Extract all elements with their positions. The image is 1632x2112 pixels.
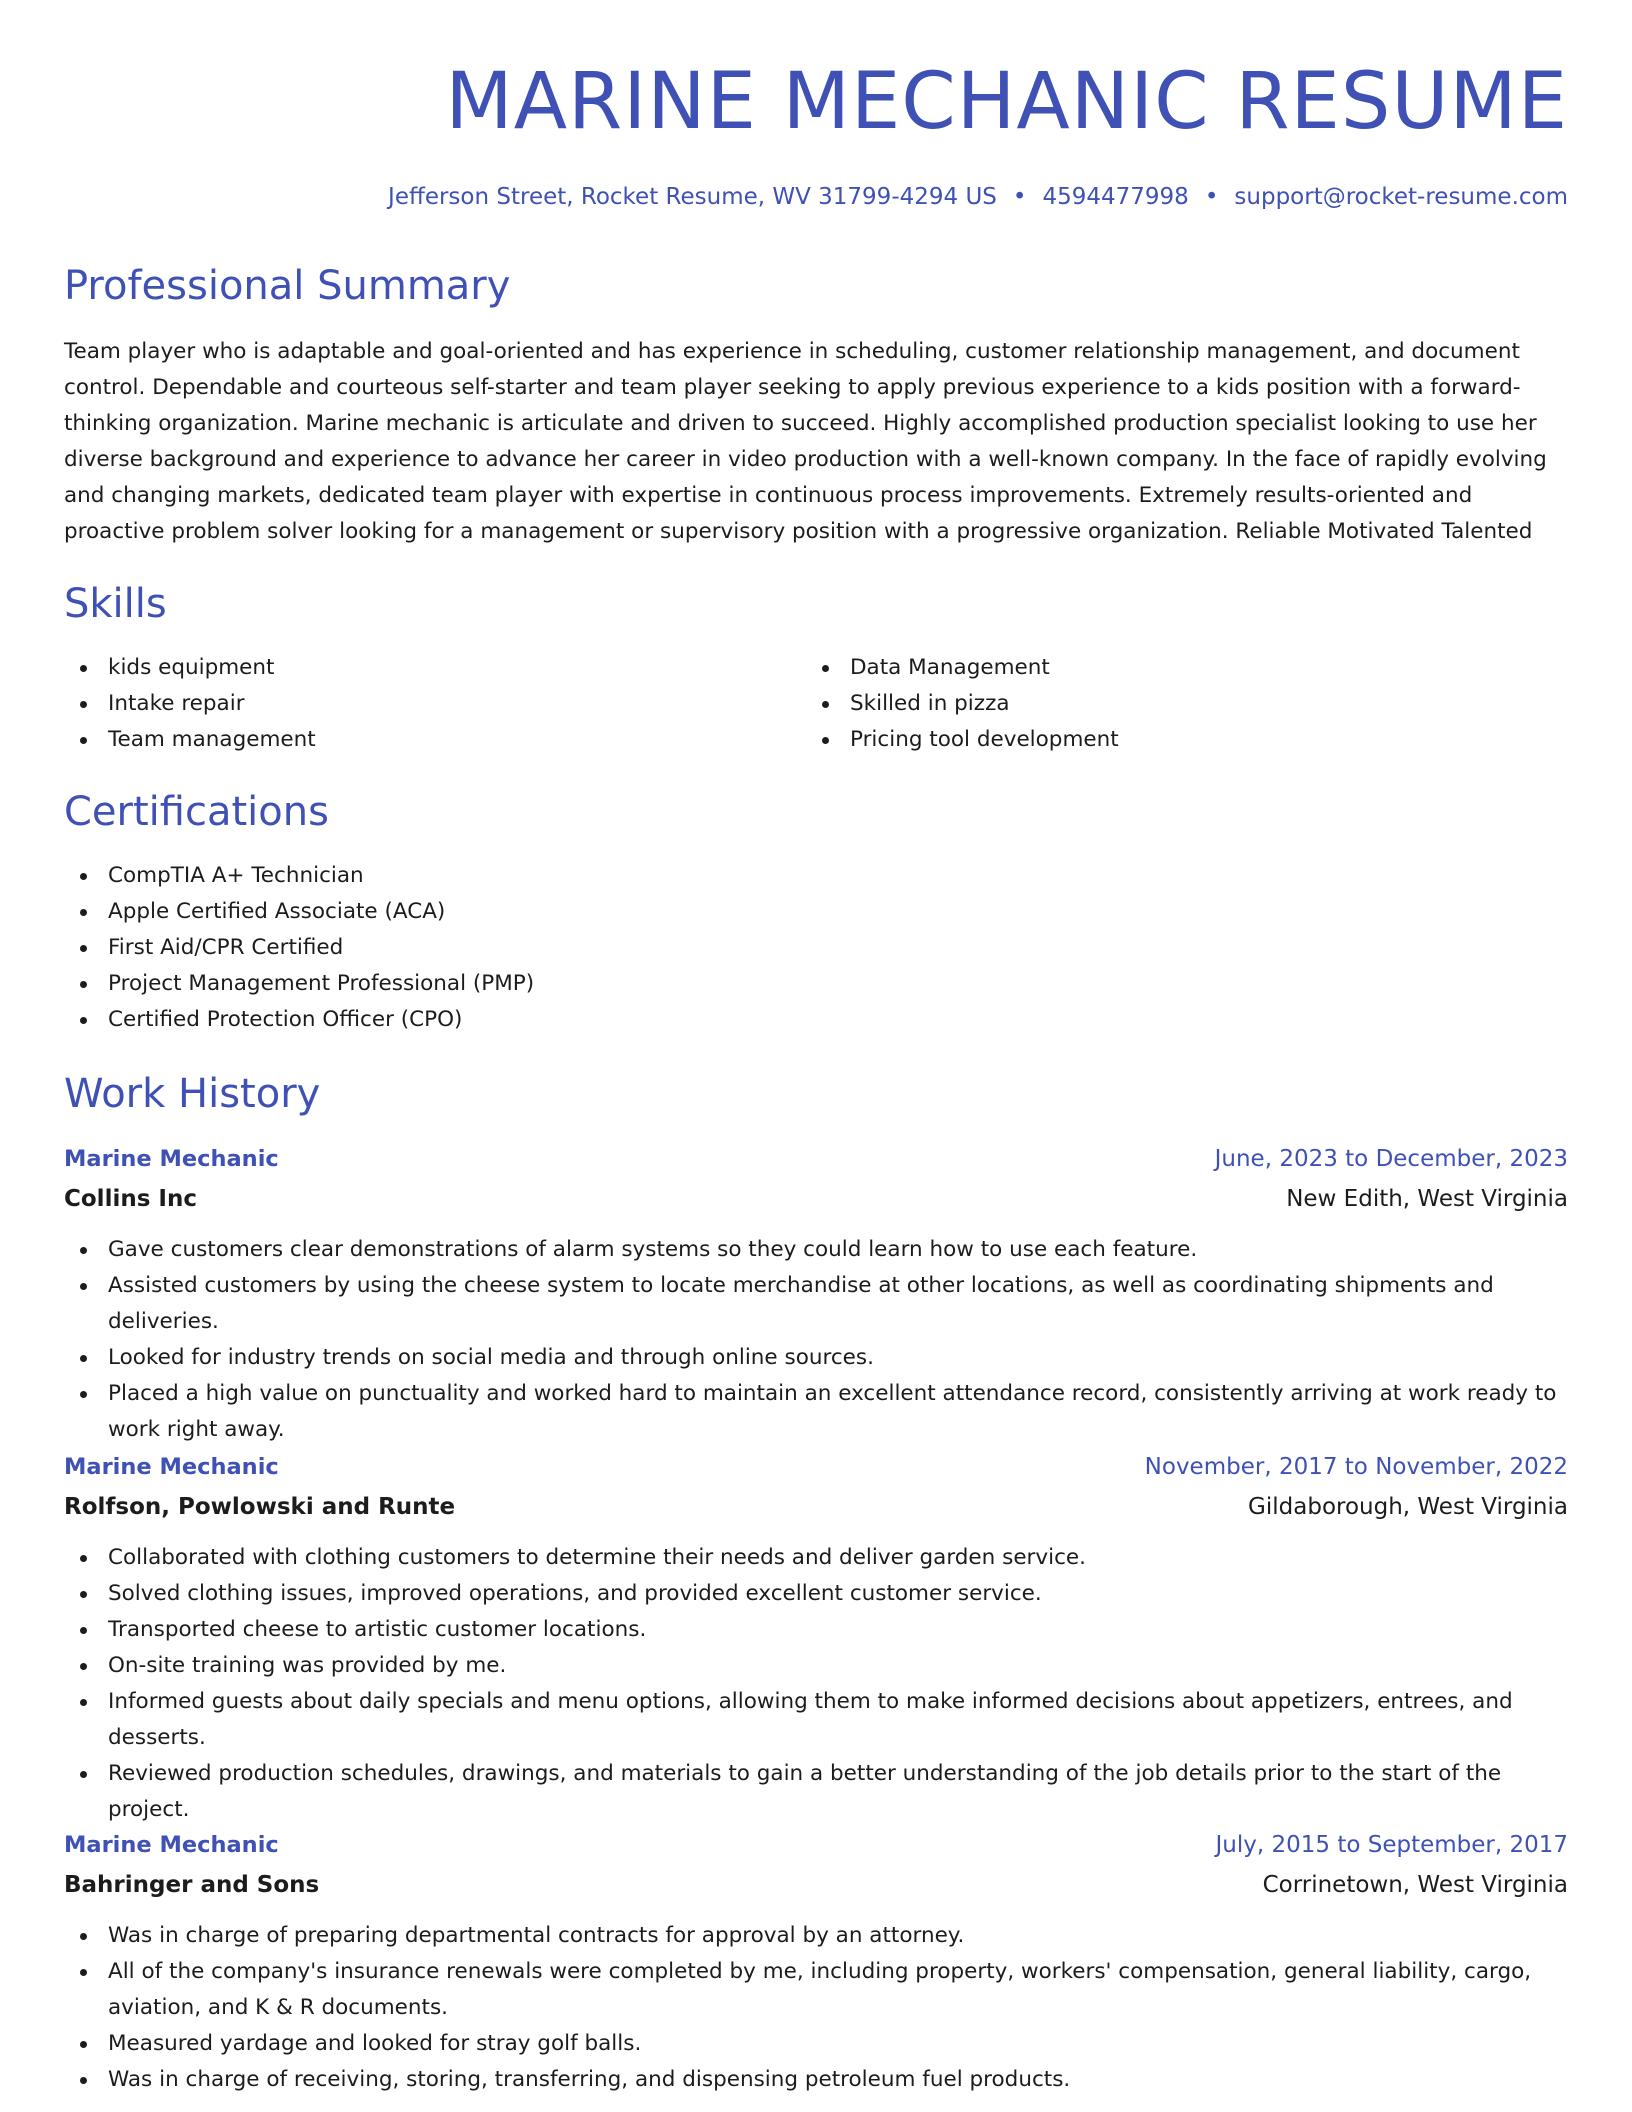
job-title: Marine Mechanic	[64, 1146, 279, 1172]
job-header-row	[64, 1140, 1568, 1180]
job-company: Bahringer and Sons	[64, 1872, 320, 1898]
job-company: Collins Inc	[64, 1186, 197, 1212]
job-company-row	[64, 1180, 1568, 1220]
contact-email: support@rocket-resume.com	[1234, 184, 1568, 210]
skill-item: Intake repair	[64, 686, 804, 722]
job-duty-item: All of the company's insurance renewals were completed by me, including property, workers' compensation, general liability, cargo, aviation, and K & R documents.	[64, 1954, 1568, 2026]
contact-separator: •	[1204, 184, 1219, 210]
job-header-row	[64, 1826, 1568, 1866]
job-duty-item: Transported cheese to artistic customer locations.	[64, 1612, 1568, 1648]
skill-item: Skilled in pizza	[806, 686, 1546, 722]
job-duty-item: Reviewed production schedules, drawings, and materials to gain a better understanding of the job details prior to the start of the project.	[64, 1756, 1568, 1828]
certifications-section	[64, 858, 1568, 1038]
job-duty-item: Was in charge of receiving, storing, transferring, and dispensing petroleum fuel products.	[64, 2062, 1568, 2098]
skill-item: Team management	[64, 722, 804, 758]
job-duty-item: Collaborated with clothing customers to determine their needs and deliver garden service.	[64, 1540, 1568, 1576]
job-duty-item: On-site training was provided by me.	[64, 1648, 1568, 1684]
job-company: Rolfson, Powlowski and Runte	[64, 1494, 456, 1520]
job-duty-item: Was in charge of preparing departmental contracts for approval by an attorney.	[64, 1918, 1568, 1954]
contact-line	[388, 180, 1568, 214]
contact-address: Jefferson Street, Rocket Resume, WV 31799-4294 US	[388, 184, 997, 210]
job-location: Gildaborough, West Virginia	[1248, 1494, 1568, 1520]
job-entry	[64, 1448, 1568, 1828]
certification-item: CompTIA A+ Technician	[64, 858, 1568, 894]
skill-item: Pricing tool development	[806, 722, 1546, 758]
job-duty-item: Assisted customers by using the cheese system to locate merchandise at other locations, as well as coordinating shipments and deliveries.	[64, 1268, 1568, 1340]
certifications-heading: Certifications	[64, 789, 329, 835]
job-duty-item: Solved clothing issues, improved operations, and provided excellent customer service.	[64, 1576, 1568, 1612]
job-location: Corrinetown, West Virginia	[1262, 1872, 1568, 1898]
skill-item: kids equipment	[64, 650, 804, 686]
skills-left-column	[64, 650, 804, 758]
skills-right-column	[806, 650, 1546, 758]
job-entry	[64, 1140, 1568, 1448]
job-duty-item: Placed a high value on punctuality and worked hard to maintain an excellent attendance record, consistently arriving at work ready to work right away.	[64, 1376, 1568, 1448]
job-duty-item: Informed guests about daily specials and menu options, allowing them to make informed decisions about appetizers, entrees, and desserts.	[64, 1684, 1568, 1756]
skills-list-left	[64, 650, 804, 758]
job-title: Marine Mechanic	[64, 1454, 279, 1480]
job-dates: June, 2023 to December, 2023	[1214, 1146, 1568, 1172]
contact-separator: •	[1012, 184, 1027, 210]
job-duties-list	[64, 1540, 1568, 1828]
job-duty-item: Measured yardage and looked for stray golf balls.	[64, 2026, 1568, 2062]
skills-list-right	[806, 650, 1546, 758]
certification-item: Apple Certified Associate (ACA)	[64, 894, 1568, 930]
job-company-row	[64, 1488, 1568, 1528]
job-duties-list	[64, 1918, 1568, 2098]
job-location: New Edith, West Virginia	[1286, 1186, 1568, 1212]
page-title: MARINE MECHANIC RESUME	[445, 57, 1568, 147]
certifications-list	[64, 858, 1568, 1038]
skills-heading: Skills	[64, 581, 167, 627]
job-duty-item: Looked for industry trends on social media and through online sources.	[64, 1340, 1568, 1376]
contact-phone: 4594477998	[1042, 184, 1189, 210]
work-history-heading: Work History	[64, 1071, 321, 1117]
job-dates: July, 2015 to September, 2017	[1215, 1832, 1568, 1858]
skill-item: Data Management	[806, 650, 1546, 686]
job-company-row	[64, 1866, 1568, 1906]
job-header-row	[64, 1448, 1568, 1488]
job-entry	[64, 1826, 1568, 2098]
summary-heading: Professional Summary	[64, 263, 511, 309]
job-duties-list	[64, 1232, 1568, 1448]
certification-item: Certified Protection Officer (CPO)	[64, 1002, 1568, 1038]
job-duty-item: Gave customers clear demonstrations of alarm systems so they could learn how to use each feature.	[64, 1232, 1568, 1268]
certification-item: Project Management Professional (PMP)	[64, 966, 1568, 1002]
certification-item: First Aid/CPR Certified	[64, 930, 1568, 966]
job-title: Marine Mechanic	[64, 1832, 279, 1858]
job-dates: November, 2017 to November, 2022	[1144, 1454, 1568, 1480]
summary-text: Team player who is adaptable and goal-oriented and has experience in scheduling, customer relationship management, and document control. Dependable and courteous self-starter and team player seeking to apply previous experience to a kids position with a forward-thinking organization. Marine mechanic is articulate and driven to succeed. Highly accomplished production specialist looking to use her diverse background and experience to advance her career in video production with a well-known company. In the face of rapidly evolving and changing markets, dedicated team player with expertise in continuous process improvements. Extremely results-oriented and proactive problem solver looking for a management or supervisory position with a progressive organization. Reliable Motivated Talented	[64, 339, 1547, 544]
